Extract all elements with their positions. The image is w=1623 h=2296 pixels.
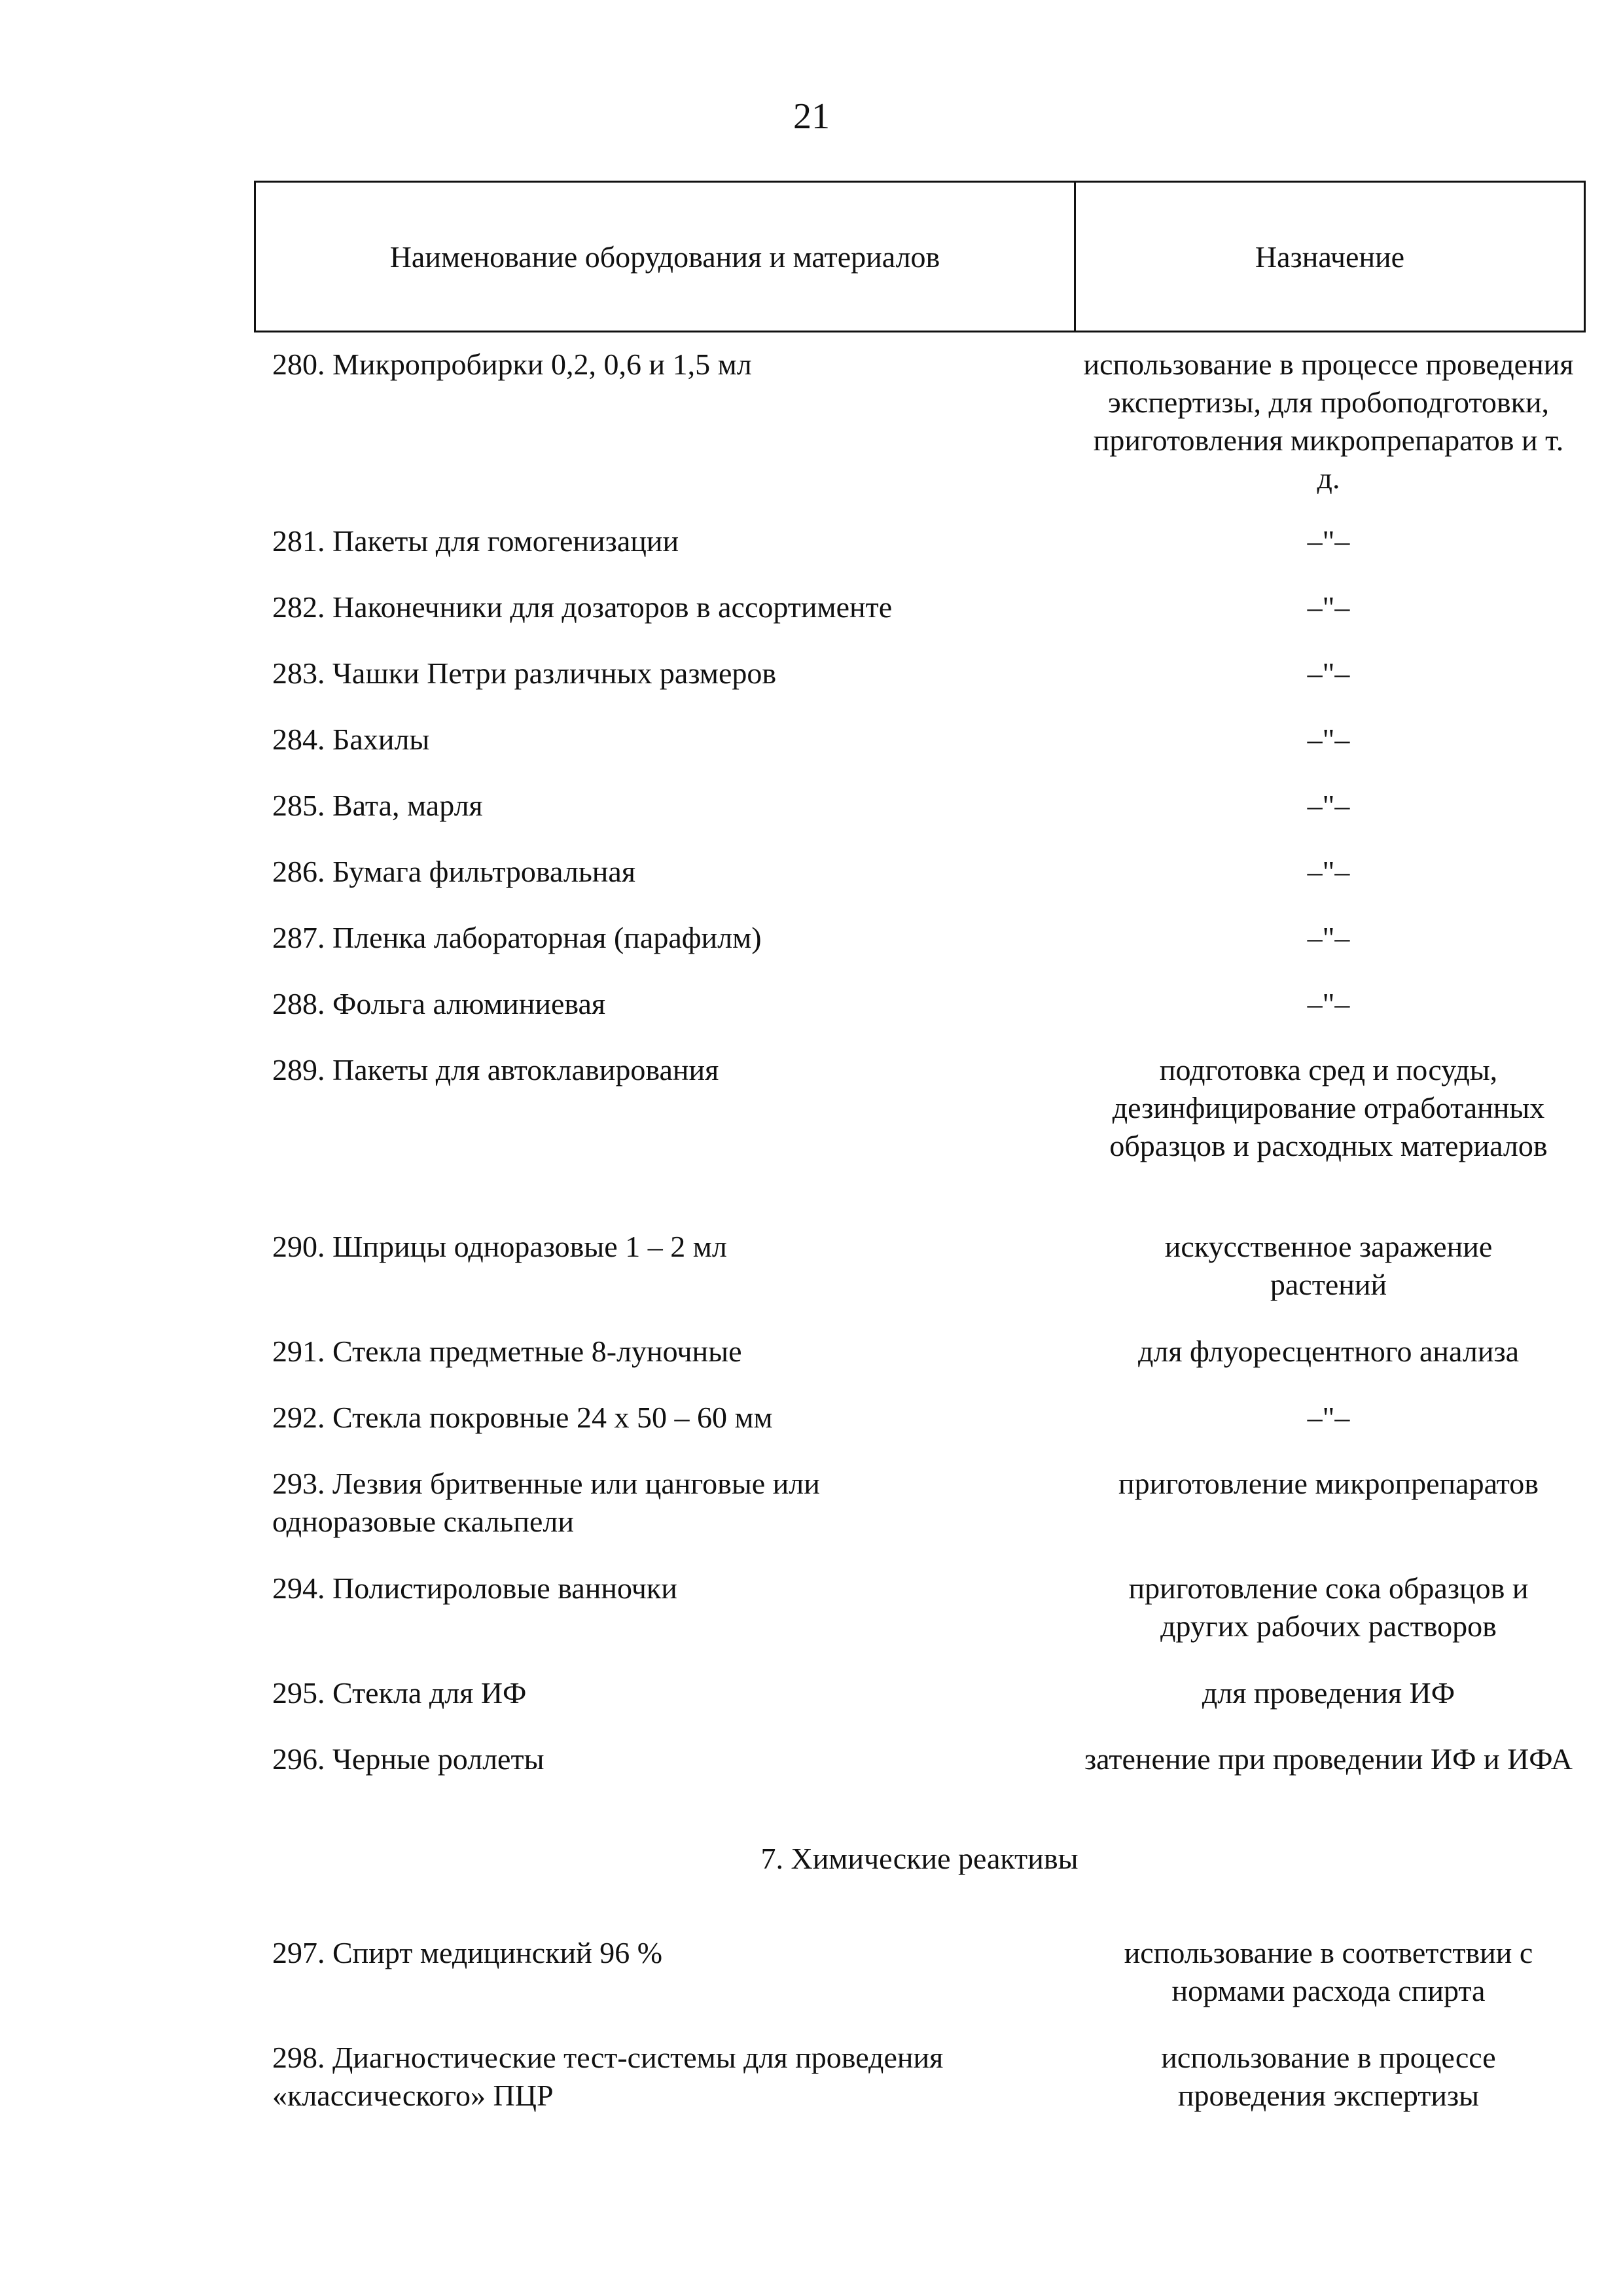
item-purpose: подготовка сред и посуды, дезинфицирование отработанных образцов и расходных материалов — [1109, 1053, 1548, 1162]
item-name: 293. Лезвия бритвенные или цанговые или одноразовые скальпели — [272, 1467, 820, 1538]
item-name: 298. Диагностические тест-системы для проведения «классического» ПЦР — [272, 2041, 944, 2112]
column-header-name: Наименование оборудования и материалов — [256, 183, 1076, 331]
item-purpose: –"– — [1307, 921, 1350, 954]
item-purpose: искусственное заражение растений — [1164, 1230, 1493, 1301]
item-purpose: –"– — [1307, 1401, 1350, 1434]
item-purpose: –"– — [1307, 987, 1350, 1020]
item-purpose: –"– — [1307, 656, 1350, 690]
item-purpose: –"– — [1307, 723, 1350, 756]
item-purpose: для флуоресцентного анализа — [1137, 1335, 1520, 1368]
item-name: 295. Стекла для ИФ — [272, 1676, 527, 1710]
item-name: 297. Спирт медицинский 96 % — [272, 1936, 663, 1969]
item-purpose: использование в процессе проведения экспертизы, для пробоподготовки, приготовления микропрепаратов и т. д. — [1083, 348, 1574, 495]
item-purpose: приготовление сока образцов и других рабочих растворов — [1128, 1571, 1529, 1643]
item-purpose: –"– — [1307, 590, 1350, 624]
item-name: 280. Микропробирки 0,2, 0,6 и 1,5 мл — [272, 348, 752, 381]
item-purpose: –"– — [1307, 524, 1350, 558]
item-name: 282. Наконечники для дозаторов в ассортименте — [272, 590, 893, 624]
column-header-purpose: Назначение — [1255, 240, 1405, 274]
item-name: 283. Чашки Петри различных размеров — [272, 656, 777, 690]
item-name: 284. Бахилы — [272, 723, 430, 756]
item-purpose: –"– — [1307, 855, 1350, 888]
table-header — [254, 181, 1586, 332]
item-name: 294. Полистироловые ванночки — [272, 1571, 677, 1605]
item-purpose: –"– — [1307, 789, 1350, 822]
item-purpose: приготовление микропрепаратов — [1118, 1467, 1539, 1500]
section-title: 7. Химические реактивы — [760, 1842, 1079, 1875]
item-name: 296. Черные роллеты — [272, 1742, 544, 1776]
item-name: 289. Пакеты для автоклавирования — [272, 1053, 719, 1086]
item-name: 287. Пленка лабораторная (парафилм) — [272, 921, 762, 954]
item-purpose: затенение при проведении ИФ и ИФА — [1084, 1742, 1573, 1776]
page-number: 21 — [793, 96, 830, 137]
item-purpose: использование в соответствии с нормами расхода спирта — [1124, 1936, 1533, 2007]
item-purpose: для проведения ИФ — [1202, 1676, 1455, 1710]
item-name: 281. Пакеты для гомогенизации — [272, 524, 679, 558]
item-name: 285. Вата, марля — [272, 789, 483, 822]
item-name: 288. Фольга алюминиевая — [272, 987, 606, 1020]
item-name: 292. Стекла покровные 24 х 50 – 60 мм — [272, 1401, 773, 1434]
item-name: 290. Шприцы одноразовые 1 – 2 мл — [272, 1230, 727, 1263]
item-purpose: использование в процессе проведения экспертизы — [1161, 2041, 1496, 2112]
item-name: 291. Стекла предметные 8-луночные — [272, 1335, 742, 1368]
item-name: 286. Бумага фильтровальная — [272, 855, 635, 888]
